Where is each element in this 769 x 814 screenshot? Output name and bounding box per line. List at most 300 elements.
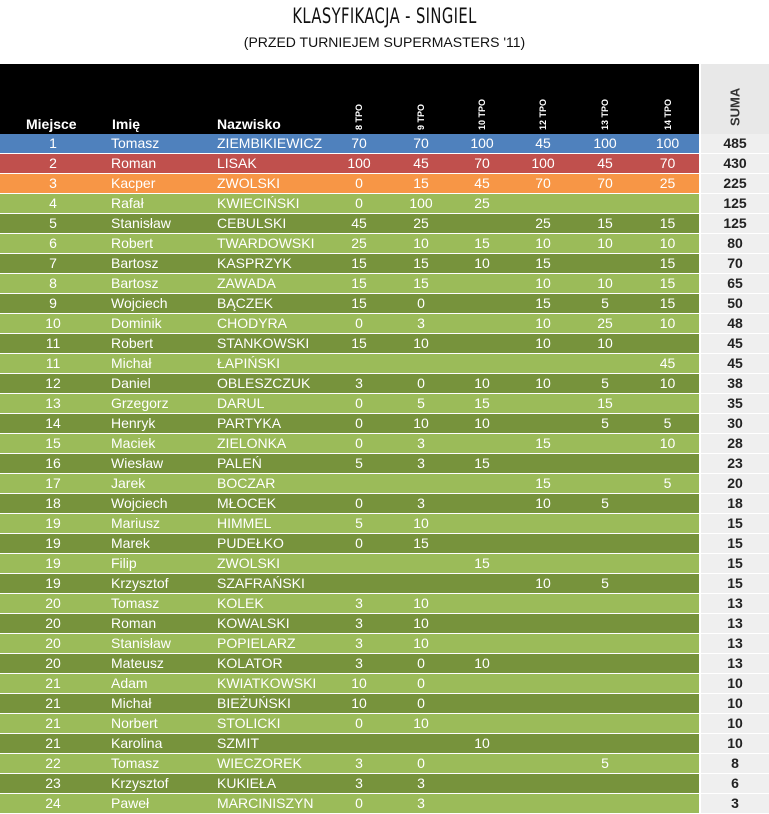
cell-tpo-14 <box>636 194 700 214</box>
cell-first-name: Roman <box>106 154 216 174</box>
cell-place: 12 <box>0 374 106 394</box>
cell-tpo-9: 0 <box>390 674 452 694</box>
cell-place: 4 <box>0 194 106 214</box>
cell-tpo-12 <box>512 734 574 754</box>
cell-suma: 10 <box>700 734 769 754</box>
cell-place: 21 <box>0 694 106 714</box>
page-title: KLASYFIKACJA - SINGIEL <box>292 4 477 28</box>
cell-tpo-12: 10 <box>512 334 574 354</box>
cell-last-name: KWIATKOWSKI <box>216 674 328 694</box>
cell-tpo-14: 15 <box>636 254 700 274</box>
table-row <box>0 574 769 594</box>
cell-tpo-9: 3 <box>390 794 452 814</box>
cell-tpo-12 <box>512 634 574 654</box>
cell-tpo-9: 25 <box>390 214 452 234</box>
cell-first-name: Stanisław <box>106 214 216 234</box>
cell-tpo-12: 10 <box>512 274 574 294</box>
cell-tpo-14: 10 <box>636 314 700 334</box>
cell-tpo-9: 10 <box>390 334 452 354</box>
cell-tpo-9: 3 <box>390 314 452 334</box>
cell-suma: 485 <box>700 134 769 154</box>
cell-tpo-14: 5 <box>636 414 700 434</box>
cell-place: 17 <box>0 474 106 494</box>
cell-tpo-12: 25 <box>512 214 574 234</box>
cell-tpo-9: 10 <box>390 234 452 254</box>
cell-tpo-13: 10 <box>574 234 636 254</box>
cell-tpo-14: 25 <box>636 174 700 194</box>
cell-tpo-14: 10 <box>636 374 700 394</box>
table-row <box>0 274 769 294</box>
cell-first-name: Stanisław <box>106 634 216 654</box>
cell-suma: 13 <box>700 634 769 654</box>
table-row <box>0 394 769 414</box>
cell-tpo-8: 0 <box>328 534 390 554</box>
cell-first-name: Jarek <box>106 474 216 494</box>
cell-tpo-10: 10 <box>452 654 512 674</box>
table-row <box>0 674 769 694</box>
cell-tpo-14 <box>636 614 700 634</box>
cell-tpo-14: 15 <box>636 274 700 294</box>
cell-tpo-8: 3 <box>328 754 390 774</box>
cell-place: 2 <box>0 154 106 174</box>
cell-last-name: CEBULSKI <box>216 214 328 234</box>
cell-tpo-13 <box>574 254 636 274</box>
cell-tpo-10: 10 <box>452 254 512 274</box>
cell-suma: 38 <box>700 374 769 394</box>
table-row <box>0 454 769 474</box>
cell-tpo-9 <box>390 474 452 494</box>
table-row <box>0 314 769 334</box>
table-row <box>0 774 769 794</box>
cell-suma: 50 <box>700 294 769 314</box>
cell-tpo-14 <box>636 494 700 514</box>
cell-suma: 28 <box>700 434 769 454</box>
cell-tpo-9: 70 <box>390 134 452 154</box>
cell-place: 11 <box>0 354 106 374</box>
cell-tpo-9 <box>390 574 452 594</box>
cell-tpo-13 <box>574 734 636 754</box>
cell-place: 6 <box>0 234 106 254</box>
cell-suma: 3 <box>700 794 769 814</box>
cell-place: 21 <box>0 674 106 694</box>
cell-tpo-9: 15 <box>390 274 452 294</box>
cell-place: 14 <box>0 414 106 434</box>
cell-tpo-8 <box>328 474 390 494</box>
cell-last-name: MARCINISZYN <box>216 794 328 814</box>
cell-place: 3 <box>0 174 106 194</box>
cell-first-name: Wiesław <box>106 454 216 474</box>
cell-last-name: BOCZAR <box>216 474 328 494</box>
cell-tpo-12 <box>512 354 574 374</box>
cell-tpo-14 <box>636 594 700 614</box>
cell-last-name: PALEŃ <box>216 454 328 474</box>
cell-tpo-12 <box>512 774 574 794</box>
cell-first-name: Adam <box>106 674 216 694</box>
cell-tpo-12: 45 <box>512 134 574 154</box>
cell-tpo-13: 5 <box>574 414 636 434</box>
cell-place: 7 <box>0 254 106 274</box>
cell-tpo-9: 15 <box>390 174 452 194</box>
cell-tpo-10 <box>452 494 512 514</box>
cell-tpo-9: 10 <box>390 414 452 434</box>
cell-tpo-13 <box>574 774 636 794</box>
cell-tpo-8: 0 <box>328 394 390 414</box>
header-tpo-12: 12 TPO <box>512 64 574 134</box>
cell-tpo-9: 15 <box>390 534 452 554</box>
cell-tpo-12: 15 <box>512 294 574 314</box>
cell-suma: 20 <box>700 474 769 494</box>
cell-tpo-13: 45 <box>574 154 636 174</box>
cell-tpo-10: 70 <box>452 154 512 174</box>
cell-tpo-8: 15 <box>328 294 390 314</box>
cell-tpo-13: 15 <box>574 394 636 414</box>
cell-tpo-13 <box>574 794 636 814</box>
cell-tpo-14: 10 <box>636 434 700 454</box>
cell-tpo-13: 5 <box>574 294 636 314</box>
cell-tpo-10 <box>452 774 512 794</box>
cell-tpo-9: 0 <box>390 654 452 674</box>
table-row <box>0 354 769 374</box>
cell-place: 19 <box>0 514 106 534</box>
cell-tpo-9: 0 <box>390 294 452 314</box>
cell-tpo-10: 15 <box>452 394 512 414</box>
cell-tpo-10 <box>452 314 512 334</box>
header-tpo-10: 10 TPO <box>452 64 512 134</box>
cell-tpo-10: 25 <box>452 194 512 214</box>
cell-suma: 225 <box>700 174 769 194</box>
cell-suma: 45 <box>700 334 769 354</box>
cell-tpo-9: 45 <box>390 154 452 174</box>
cell-suma: 18 <box>700 494 769 514</box>
cell-suma: 15 <box>700 534 769 554</box>
cell-tpo-10 <box>452 674 512 694</box>
cell-tpo-12 <box>512 594 574 614</box>
cell-first-name: Marek <box>106 534 216 554</box>
cell-tpo-9: 0 <box>390 694 452 714</box>
table-row <box>0 194 769 214</box>
cell-tpo-13 <box>574 694 636 714</box>
cell-tpo-10 <box>452 634 512 654</box>
cell-tpo-10 <box>452 214 512 234</box>
cell-last-name: BĄCZEK <box>216 294 328 314</box>
cell-tpo-9: 3 <box>390 434 452 454</box>
table-row <box>0 554 769 574</box>
cell-tpo-13 <box>574 594 636 614</box>
cell-tpo-13 <box>574 714 636 734</box>
cell-suma: 65 <box>700 274 769 294</box>
cell-suma: 30 <box>700 414 769 434</box>
cell-tpo-8: 45 <box>328 214 390 234</box>
cell-tpo-14 <box>636 754 700 774</box>
cell-tpo-8 <box>328 554 390 574</box>
cell-first-name: Norbert <box>106 714 216 734</box>
header-first-name: Imię <box>106 64 216 134</box>
cell-last-name: HIMMEL <box>216 514 328 534</box>
cell-tpo-8: 3 <box>328 614 390 634</box>
cell-place: 24 <box>0 794 106 814</box>
cell-tpo-12: 15 <box>512 474 574 494</box>
cell-place: 20 <box>0 594 106 614</box>
cell-tpo-10: 45 <box>452 174 512 194</box>
cell-first-name: Daniel <box>106 374 216 394</box>
cell-last-name: PUDEŁKO <box>216 534 328 554</box>
cell-tpo-9: 100 <box>390 194 452 214</box>
cell-first-name: Karolina <box>106 734 216 754</box>
cell-tpo-9: 3 <box>390 494 452 514</box>
header-last-name: Nazwisko <box>216 64 328 134</box>
table-row <box>0 434 769 454</box>
table-row <box>0 234 769 254</box>
cell-last-name: WIECZOREK <box>216 754 328 774</box>
cell-tpo-10 <box>452 514 512 534</box>
cell-last-name: KOLATOR <box>216 654 328 674</box>
cell-tpo-10 <box>452 294 512 314</box>
cell-tpo-14 <box>636 334 700 354</box>
cell-place: 20 <box>0 614 106 634</box>
cell-first-name: Bartosz <box>106 274 216 294</box>
cell-tpo-9: 10 <box>390 514 452 534</box>
table-row <box>0 754 769 774</box>
cell-last-name: CHODYRA <box>216 314 328 334</box>
cell-tpo-10 <box>452 694 512 714</box>
cell-place: 23 <box>0 774 106 794</box>
cell-tpo-9: 3 <box>390 774 452 794</box>
cell-tpo-14: 70 <box>636 154 700 174</box>
cell-place: 9 <box>0 294 106 314</box>
cell-tpo-14: 15 <box>636 214 700 234</box>
header-tpo-9: 9 TPO <box>390 64 452 134</box>
cell-first-name: Krzysztof <box>106 774 216 794</box>
cell-tpo-12: 15 <box>512 254 574 274</box>
cell-tpo-10: 10 <box>452 374 512 394</box>
cell-tpo-14 <box>636 534 700 554</box>
cell-tpo-14: 15 <box>636 294 700 314</box>
cell-tpo-8: 70 <box>328 134 390 154</box>
cell-place: 19 <box>0 534 106 554</box>
cell-tpo-14 <box>636 714 700 734</box>
cell-tpo-8: 0 <box>328 434 390 454</box>
cell-last-name: SZMIT <box>216 734 328 754</box>
cell-last-name: ZAWADA <box>216 274 328 294</box>
table-row <box>0 294 769 314</box>
cell-first-name: Tomasz <box>106 754 216 774</box>
cell-tpo-14 <box>636 554 700 574</box>
cell-tpo-8: 25 <box>328 234 390 254</box>
table-row <box>0 154 769 174</box>
cell-tpo-14 <box>636 774 700 794</box>
cell-tpo-10 <box>452 574 512 594</box>
cell-last-name: MŁOCEK <box>216 494 328 514</box>
cell-first-name: Henryk <box>106 414 216 434</box>
cell-suma: 430 <box>700 154 769 174</box>
cell-place: 21 <box>0 714 106 734</box>
cell-tpo-8: 3 <box>328 634 390 654</box>
cell-tpo-14: 10 <box>636 234 700 254</box>
table-row <box>0 594 769 614</box>
cell-tpo-9 <box>390 354 452 374</box>
cell-last-name: ŁAPIŃSKI <box>216 354 328 374</box>
cell-tpo-12: 15 <box>512 434 574 454</box>
cell-tpo-8: 100 <box>328 154 390 174</box>
cell-place: 13 <box>0 394 106 414</box>
cell-first-name: Robert <box>106 334 216 354</box>
cell-tpo-12: 10 <box>512 494 574 514</box>
cell-tpo-12 <box>512 674 574 694</box>
cell-tpo-13 <box>574 554 636 574</box>
cell-tpo-10: 100 <box>452 134 512 154</box>
table-row <box>0 474 769 494</box>
cell-first-name: Maciek <box>106 434 216 454</box>
table-row <box>0 254 769 274</box>
cell-tpo-10 <box>452 434 512 454</box>
cell-tpo-12 <box>512 534 574 554</box>
cell-tpo-10: 15 <box>452 454 512 474</box>
table-row <box>0 654 769 674</box>
cell-tpo-12: 10 <box>512 574 574 594</box>
table-row <box>0 334 769 354</box>
cell-tpo-12 <box>512 794 574 814</box>
cell-suma: 23 <box>700 454 769 474</box>
cell-tpo-8: 0 <box>328 194 390 214</box>
cell-tpo-13: 25 <box>574 314 636 334</box>
cell-first-name: Mariusz <box>106 514 216 534</box>
cell-suma: 10 <box>700 714 769 734</box>
cell-last-name: STANKOWSKI <box>216 334 328 354</box>
cell-place: 5 <box>0 214 106 234</box>
cell-tpo-13 <box>574 654 636 674</box>
table-row <box>0 634 769 654</box>
cell-tpo-8: 0 <box>328 314 390 334</box>
cell-last-name: TWARDOWSKI <box>216 234 328 254</box>
cell-tpo-8: 3 <box>328 594 390 614</box>
cell-tpo-8: 3 <box>328 654 390 674</box>
cell-tpo-13 <box>574 534 636 554</box>
cell-first-name: Paweł <box>106 794 216 814</box>
cell-tpo-9: 10 <box>390 634 452 654</box>
cell-tpo-13 <box>574 514 636 534</box>
cell-tpo-8 <box>328 574 390 594</box>
table-row <box>0 694 769 714</box>
cell-tpo-13 <box>574 354 636 374</box>
cell-tpo-12 <box>512 554 574 574</box>
cell-first-name: Michał <box>106 354 216 374</box>
cell-tpo-14: 100 <box>636 134 700 154</box>
cell-last-name: ZIELONKA <box>216 434 328 454</box>
cell-suma: 15 <box>700 554 769 574</box>
table-row <box>0 714 769 734</box>
table-row <box>0 214 769 234</box>
cell-tpo-10 <box>452 354 512 374</box>
cell-place: 15 <box>0 434 106 454</box>
cell-tpo-8 <box>328 734 390 754</box>
page-subtitle: (PRZED TURNIEJEM SUPERMASTERS '11) <box>243 34 526 50</box>
cell-tpo-9: 10 <box>390 594 452 614</box>
cell-tpo-8: 0 <box>328 714 390 734</box>
cell-first-name: Michał <box>106 694 216 714</box>
cell-tpo-12: 10 <box>512 234 574 254</box>
cell-first-name: Wojciech <box>106 494 216 514</box>
table-row <box>0 494 769 514</box>
cell-tpo-13 <box>574 194 636 214</box>
header-suma: SUMA <box>700 64 769 134</box>
cell-tpo-12: 10 <box>512 314 574 334</box>
cell-first-name: Tomasz <box>106 134 216 154</box>
cell-last-name: STOLICKI <box>216 714 328 734</box>
cell-last-name: ZIEMBIKIEWICZ <box>216 134 328 154</box>
header-place: Miejsce <box>0 64 106 134</box>
cell-place: 20 <box>0 634 106 654</box>
table-row <box>0 134 769 154</box>
cell-first-name: Robert <box>106 234 216 254</box>
ranking-table-container <box>0 64 769 814</box>
cell-last-name: POPIELARZ <box>216 634 328 654</box>
cell-tpo-12 <box>512 514 574 534</box>
cell-tpo-13 <box>574 674 636 694</box>
cell-tpo-9 <box>390 554 452 574</box>
cell-tpo-13: 10 <box>574 334 636 354</box>
cell-first-name: Rafał <box>106 194 216 214</box>
cell-tpo-13: 5 <box>574 374 636 394</box>
cell-place: 21 <box>0 734 106 754</box>
cell-tpo-12 <box>512 394 574 414</box>
cell-last-name: BIEŻUŃSKI <box>216 694 328 714</box>
cell-tpo-10: 15 <box>452 554 512 574</box>
cell-last-name: KOWALSKI <box>216 614 328 634</box>
cell-tpo-14: 45 <box>636 354 700 374</box>
cell-tpo-10 <box>452 534 512 554</box>
cell-suma: 35 <box>700 394 769 414</box>
cell-suma: 125 <box>700 194 769 214</box>
cell-place: 16 <box>0 454 106 474</box>
cell-first-name: Wojciech <box>106 294 216 314</box>
cell-tpo-14 <box>636 634 700 654</box>
cell-tpo-8: 0 <box>328 794 390 814</box>
cell-tpo-12 <box>512 654 574 674</box>
cell-tpo-10 <box>452 614 512 634</box>
cell-tpo-8: 0 <box>328 414 390 434</box>
header-row <box>0 64 769 134</box>
cell-suma: 13 <box>700 654 769 674</box>
cell-first-name: Grzegorz <box>106 394 216 414</box>
cell-tpo-12 <box>512 714 574 734</box>
cell-tpo-9: 0 <box>390 754 452 774</box>
cell-tpo-14 <box>636 694 700 714</box>
cell-place: 8 <box>0 274 106 294</box>
cell-suma: 13 <box>700 614 769 634</box>
cell-suma: 80 <box>700 234 769 254</box>
cell-first-name: Krzysztof <box>106 574 216 594</box>
cell-place: 11 <box>0 334 106 354</box>
cell-tpo-8: 15 <box>328 274 390 294</box>
cell-last-name: KOLEK <box>216 594 328 614</box>
cell-place: 10 <box>0 314 106 334</box>
cell-tpo-10 <box>452 274 512 294</box>
cell-tpo-14 <box>636 574 700 594</box>
cell-tpo-13 <box>574 434 636 454</box>
cell-tpo-12 <box>512 694 574 714</box>
cell-tpo-10 <box>452 794 512 814</box>
header-tpo-13: 13 TPO <box>574 64 636 134</box>
cell-tpo-10 <box>452 594 512 614</box>
cell-tpo-9: 10 <box>390 614 452 634</box>
cell-first-name: Mateusz <box>106 654 216 674</box>
cell-last-name: KWIECIŃSKI <box>216 194 328 214</box>
cell-place: 18 <box>0 494 106 514</box>
table-row <box>0 174 769 194</box>
cell-tpo-14 <box>636 734 700 754</box>
table-row <box>0 614 769 634</box>
cell-suma: 8 <box>700 754 769 774</box>
